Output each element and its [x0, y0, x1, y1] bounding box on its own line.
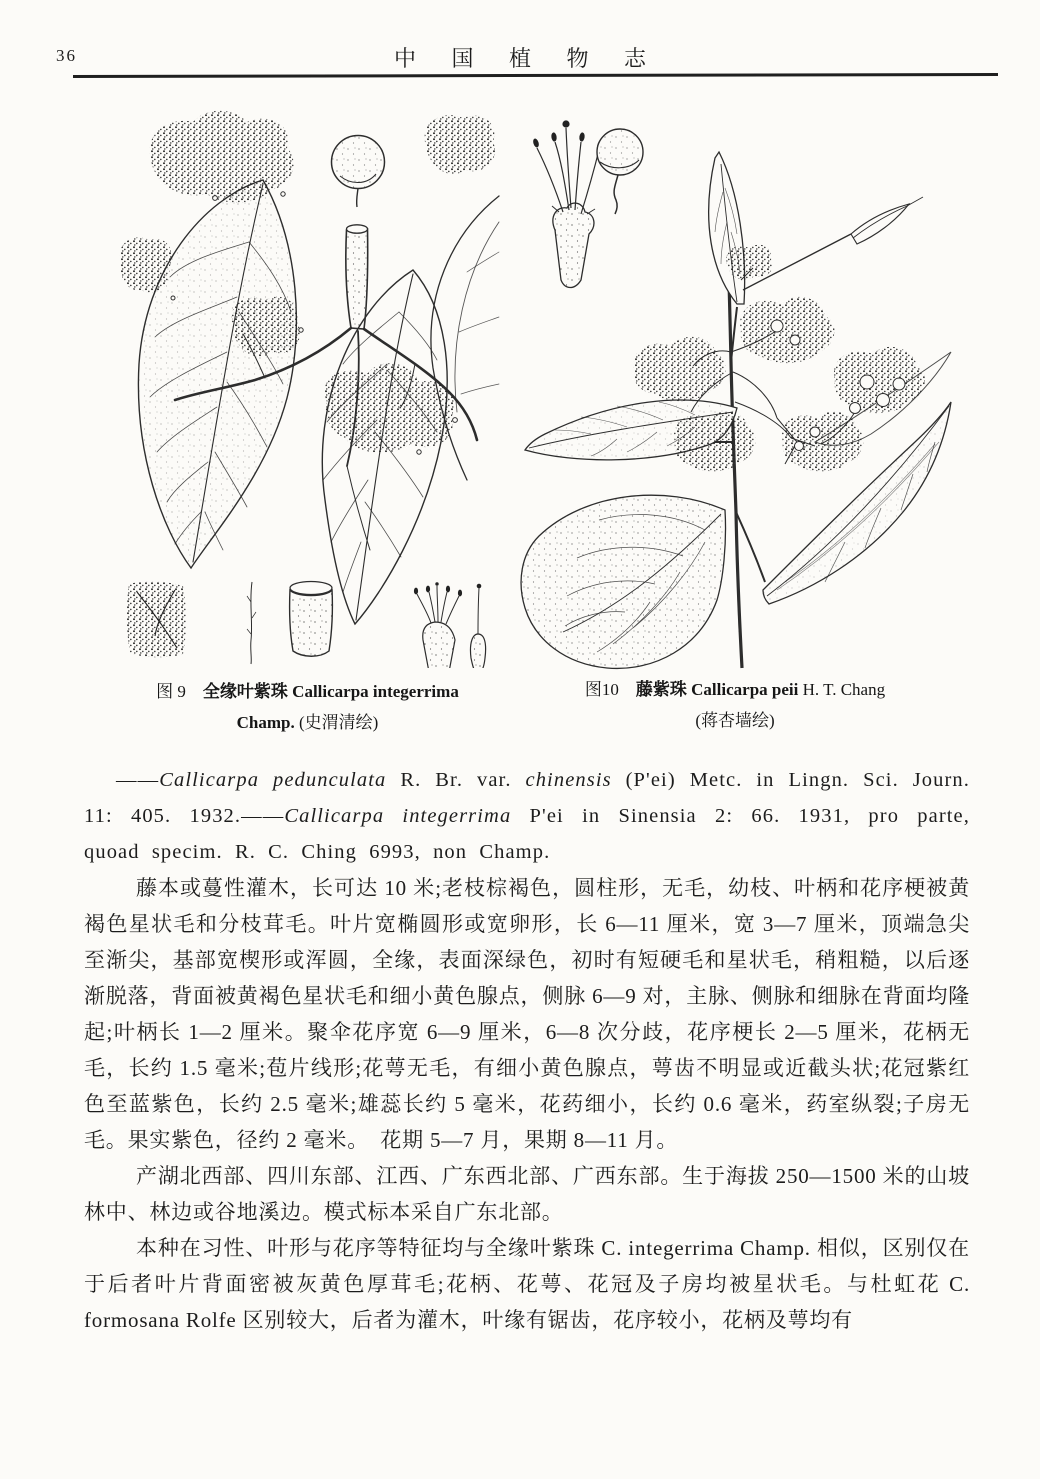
- text-run: P'ei in Sinensia 2: 66. 1931, pro parte, quoad specim. R. C. Ching 6993, non Champ.: [84, 805, 970, 863]
- text-run: 本种在习性、叶形与花序等特征均与全缘叶紫珠 C. integerrima Champ. 相似，区别仅在于后者叶片背面密被灰黄色厚茸毛;花柄、花萼、花冠及子房均被星状毛。与杜虹花 C. formosana Rolfe 区别较大，后者为灌木，叶缘有锯齿，花序较小，花柄及萼均有: [84, 1236, 970, 1332]
- text-run: 藤本或蔓性灌木，长可达 10 米;老枝棕褐色，圆柱形，无毛，幼枝、叶柄和花序梗被黄褐色星状毛和分枝茸毛。叶片宽椭圆形或宽卵形，长 6—11 厘米，宽 3—7 厘米，顶端急尖至渐尖，基部宽楔形或浑圆，全缘，表面深绿色，初时有短硬毛和星状毛，稍粗糙，以后逐渐脱落，背面被黄褐色星状毛和细小黄色腺点，侧脉 6—9 对，主脉、侧脉和细脉在背面均隆起;叶柄长 1—2 厘米。聚伞花序宽 6—9 厘米，6—8 次分歧，花序梗长 2—5 厘米，花柄无毛，长约 1.5 毫米;苞片线形;花萼无毛，有细小黄色腺点，萼齿不明显或近截头状;花冠紫红色至蓝紫色，长约 2.5 毫米;雄蕊长约 5 毫米，花药细小，长约 0.6 毫米，药室纵裂;子房无毛。果实紫色，径约 2 毫米。 花期 5—7 月，果期 8—11 月。: [84, 876, 970, 1152]
- text-run: H. T. Chang: [798, 680, 886, 699]
- text-run: (P'ei) Metc. in Lingn. Sci. Journ. 11: 405. 1932.——: [84, 769, 970, 827]
- fruit-drawing: [597, 129, 643, 214]
- body-paragraph: [84, 762, 970, 870]
- text-run: (史渭清绘): [294, 713, 379, 732]
- caption-line: [515, 674, 955, 705]
- body-paragraph: [84, 1158, 970, 1230]
- botanical-drawing-callicarpa-peii: [515, 112, 955, 674]
- text-run: R. Br. var.: [386, 769, 526, 791]
- leaf: [521, 495, 725, 668]
- flower-cluster: [633, 245, 925, 471]
- figure-10-caption: [515, 674, 955, 736]
- figure-9-illustration: [115, 102, 500, 668]
- leaf: [709, 152, 745, 304]
- text-run: 图10: [584, 680, 636, 699]
- text-run: Callicarpa integerrima: [284, 805, 512, 827]
- caption-line: [515, 705, 955, 736]
- text-run: 产湖北西部、四川东部、江西、广东西北部、广西东部。生于海拔 250—1500 米的山坡林中、林边或谷地溪边。模式标本采自广东北部。: [84, 1164, 970, 1224]
- body-paragraph: [84, 1230, 970, 1338]
- body-paragraph: [84, 870, 970, 1158]
- flower-dissection-detail: [414, 582, 462, 668]
- text-run: 全缘叶紫珠: [202, 682, 293, 701]
- text-run: Champ.: [236, 713, 295, 732]
- fruit-drawing: [332, 136, 385, 208]
- text-run: 藤紫珠: [635, 680, 692, 699]
- botanical-drawing-callicarpa-integerrima: [115, 102, 500, 668]
- text-run: 图 9: [156, 682, 203, 701]
- twig: [743, 197, 923, 290]
- journal-title: 中 国 植 物 志: [393, 46, 661, 71]
- caption-line: [115, 707, 500, 738]
- header-rule: [73, 73, 998, 78]
- figure-10-illustration: [515, 112, 955, 674]
- flower-dissection-detail: [532, 120, 604, 287]
- text-run: ——: [116, 769, 160, 791]
- stem-segment-detail: [290, 582, 333, 657]
- pistil-detail: [470, 584, 485, 668]
- hair-detail: [247, 582, 256, 664]
- text-run: chinensis: [525, 769, 612, 791]
- body-text: [84, 762, 970, 1338]
- text-run: Callicarpa peii: [691, 680, 799, 699]
- text-run: (蒋杏墙绘): [695, 711, 775, 730]
- leaf-surface-detail: [127, 582, 186, 658]
- text-run: Callicarpa integerrima: [292, 682, 459, 701]
- caption-line: [115, 676, 500, 707]
- text-run: Callicarpa pedunculata: [159, 769, 387, 791]
- figure-9-caption: [115, 676, 500, 738]
- page-number: 36: [56, 46, 77, 65]
